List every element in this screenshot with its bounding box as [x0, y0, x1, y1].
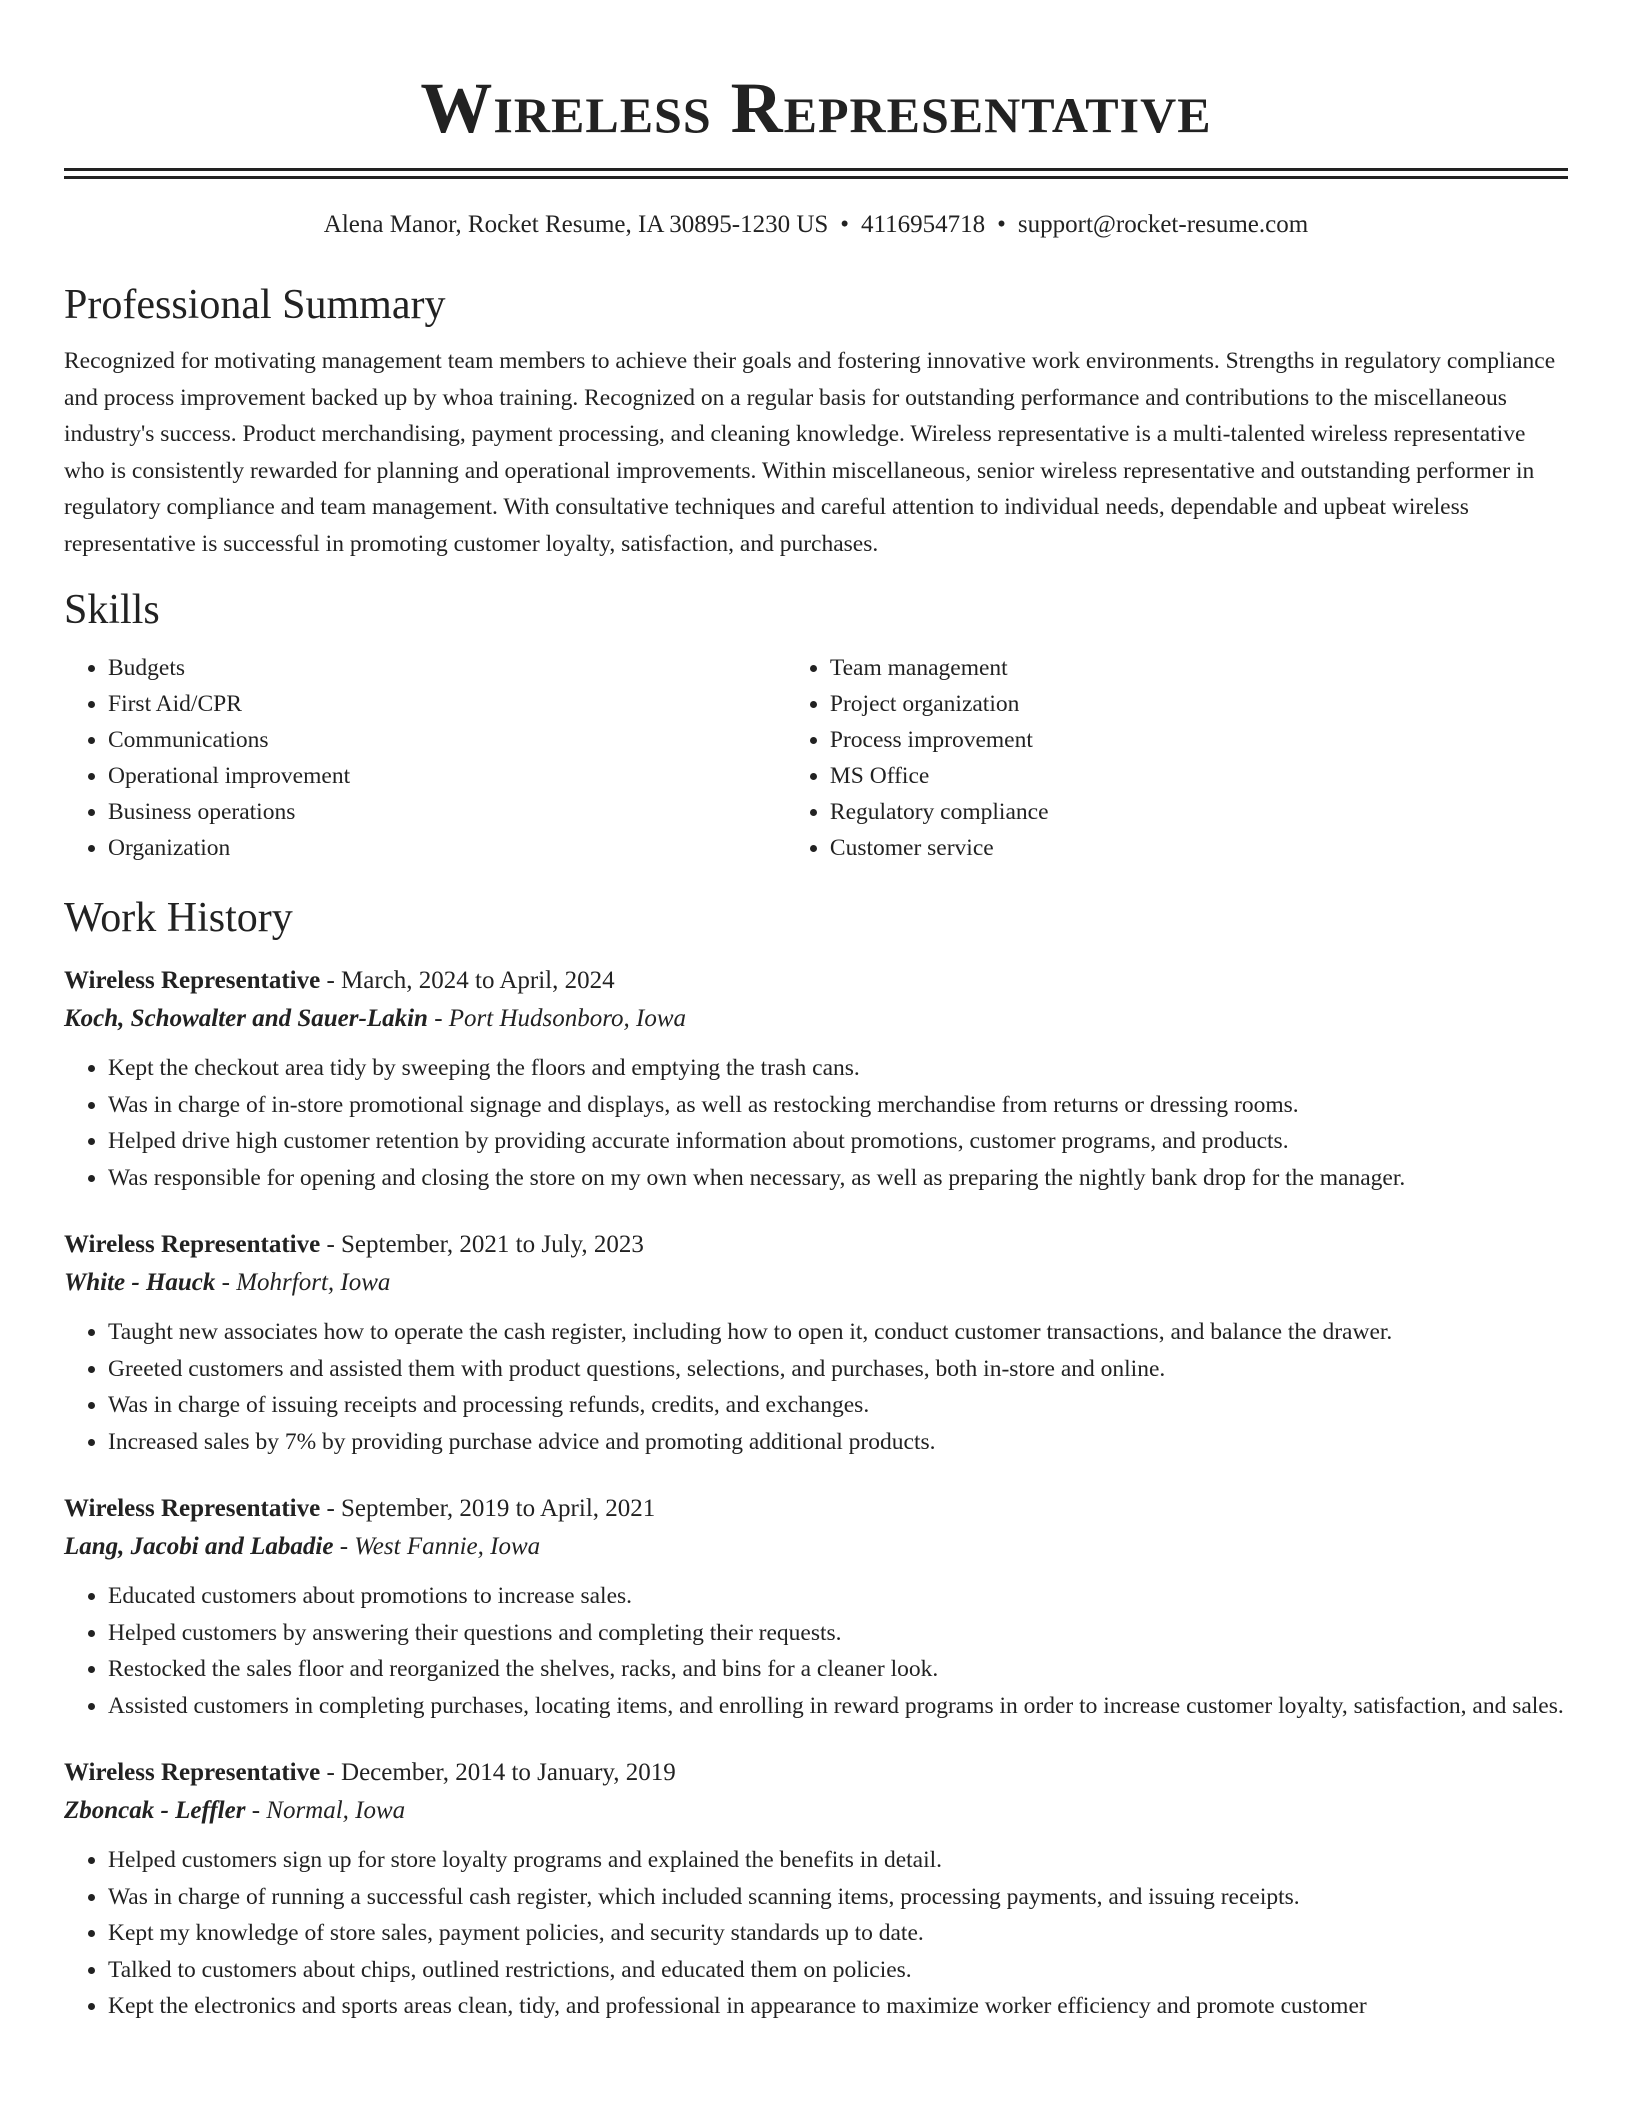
job-bullet: • Was responsible for opening and closing the store on my own when necessary, as well as preparing the nightly bank drop for the manager. — [108, 1160, 1568, 1197]
contact-email: support@rocket-resume.com — [1017, 211, 1309, 238]
contact-line — [64, 209, 1568, 241]
job-entry — [64, 1490, 1568, 1724]
job-bullet: • Was in charge of in-store promotional signage and displays, as well as restocking merchandise from returns or dressing rooms. — [108, 1087, 1568, 1124]
skills-heading: Skills — [64, 587, 160, 633]
job-employer — [64, 1528, 1568, 1566]
job-header — [64, 962, 1568, 1000]
job-title: Wireless Representative — [64, 1759, 321, 1786]
job-bullet: • Restocked the sales floor and reorganized the shelves, racks, and bins for a cleaner look. — [108, 1651, 1568, 1688]
contact-separator: • — [997, 211, 1006, 238]
contact-separator: • — [840, 211, 850, 238]
page-title: Wireless Representative — [420, 68, 1212, 148]
job-company: Koch, Schowalter and Sauer-Lakin — [64, 1005, 428, 1032]
job-bullet: • Kept the electronics and sports areas clean, tidy, and professional in appearance to maximize worker efficiency and promote customer — [108, 1988, 1568, 2025]
job-employer — [64, 1264, 1568, 1302]
job-dates: - March, 2024 to April, 2024 — [320, 967, 615, 994]
summary-heading: Professional Summary — [64, 282, 446, 328]
job-company: Zboncak - Leffler — [64, 1797, 246, 1824]
title-double-rule — [64, 168, 1568, 179]
job-header — [64, 1754, 1568, 1792]
skill-item: • Project organization — [830, 686, 1568, 722]
job-bullets — [64, 1578, 1568, 1724]
job-bullets — [64, 1314, 1568, 1460]
job-bullet: • Helped drive high customer retention by providing accurate information about promotions, customer programs, and products. — [108, 1123, 1568, 1160]
skills-column-left — [64, 650, 786, 866]
contact-phone: 4116954718 — [861, 211, 986, 238]
skill-item: • Communications — [108, 722, 786, 758]
job-company: White - Hauck — [64, 1269, 216, 1296]
job-bullet: • Increased sales by 7% by providing purchase advice and promoting additional products. — [108, 1424, 1568, 1461]
job-bullet: • Kept my knowledge of store sales, payment policies, and security standards up to date. — [108, 1915, 1568, 1952]
skills-column-right — [786, 650, 1568, 866]
job-title: Wireless Representative — [64, 967, 321, 994]
skills-list — [64, 650, 1568, 866]
job-title: Wireless Representative — [64, 1231, 321, 1258]
job-bullet: • Was in charge of running a successful cash register, which included scanning items, processing payments, and issuing receipts. — [108, 1879, 1568, 1916]
skill-item: • Budgets — [108, 650, 786, 686]
skill-item: • Process improvement — [830, 722, 1568, 758]
job-bullet: • Taught new associates how to operate the cash register, including how to open it, conduct customer transactions, and balance the drawer. — [108, 1314, 1568, 1351]
job-entry — [64, 1226, 1568, 1460]
contact-address: Alena Manor, Rocket Resume, IA 30895-1230 US — [323, 211, 829, 238]
job-employer — [64, 1000, 1568, 1038]
job-bullet: • Assisted customers in completing purchases, locating items, and enrolling in reward programs in order to increase customer loyalty, satisfaction, and sales. — [108, 1688, 1568, 1725]
job-dates: - September, 2021 to July, 2023 — [320, 1231, 644, 1258]
job-header — [64, 1226, 1568, 1264]
skill-item: • Organization — [108, 830, 786, 866]
job-company: Lang, Jacobi and Labadie — [64, 1533, 334, 1560]
job-location: - Mohrfort, Iowa — [215, 1269, 391, 1296]
job-title: Wireless Representative — [64, 1495, 321, 1522]
job-bullet: • Was in charge of issuing receipts and processing refunds, credits, and exchanges. — [108, 1387, 1568, 1424]
skill-item: • Team management — [830, 650, 1568, 686]
skill-item: • Business operations — [108, 794, 786, 830]
skill-item: • Customer service — [830, 830, 1568, 866]
skill-item: • MS Office — [830, 758, 1568, 794]
job-bullets — [64, 1050, 1568, 1196]
job-bullet: • Educated customers about promotions to increase sales. — [108, 1578, 1568, 1615]
summary-text: Recognized for motivating management team members to achieve their goals and fostering innovative work environments. Strengths in regulatory compliance and process improvement backed up by whoa training. Recognized on a regular basis for outstanding performance and contributions to the miscellaneous industry's success. Product merchandising, payment processing, and cleaning knowledge. Wireless representative is a multi-talented wireless representative who is consistently rewarded for planning and operational improvements. Within miscellaneous, senior wireless representative and outstanding performer in regulatory compliance and team management. With consultative techniques and careful attention to individual needs, dependable and upbeat wireless representative is successful in promoting customer loyalty, satisfaction, and purchases. — [64, 348, 1556, 557]
job-dates: - December, 2014 to January, 2019 — [320, 1759, 676, 1786]
job-bullet: • Helped customers sign up for store loyalty programs and explained the benefits in detail. — [108, 1842, 1568, 1879]
skill-item: • Regulatory compliance — [830, 794, 1568, 830]
job-location: - Port Hudsonboro, Iowa — [427, 1005, 687, 1032]
job-header — [64, 1490, 1568, 1528]
resume-page — [64, 0, 1568, 2025]
job-bullet: • Helped customers by answering their questions and completing their requests. — [108, 1615, 1568, 1652]
work-history-heading: Work History — [64, 895, 293, 941]
job-bullet: • Greeted customers and assisted them with product questions, selections, and purchases, both in-store and online. — [108, 1351, 1568, 1388]
job-bullet: • Talked to customers about chips, outlined restrictions, and educated them on policies. — [108, 1952, 1568, 1989]
job-bullet: • Kept the checkout area tidy by sweeping the floors and emptying the trash cans. — [108, 1050, 1568, 1087]
skill-item: • Operational improvement — [108, 758, 786, 794]
job-employer — [64, 1792, 1568, 1830]
job-bullets — [64, 1842, 1568, 2025]
job-entry — [64, 962, 1568, 1196]
job-entry — [64, 1754, 1568, 2025]
job-dates: - September, 2019 to April, 2021 — [320, 1495, 656, 1522]
job-location: - West Fannie, Iowa — [333, 1533, 541, 1560]
job-location: - Normal, Iowa — [245, 1797, 406, 1824]
skill-item: • First Aid/CPR — [108, 686, 786, 722]
